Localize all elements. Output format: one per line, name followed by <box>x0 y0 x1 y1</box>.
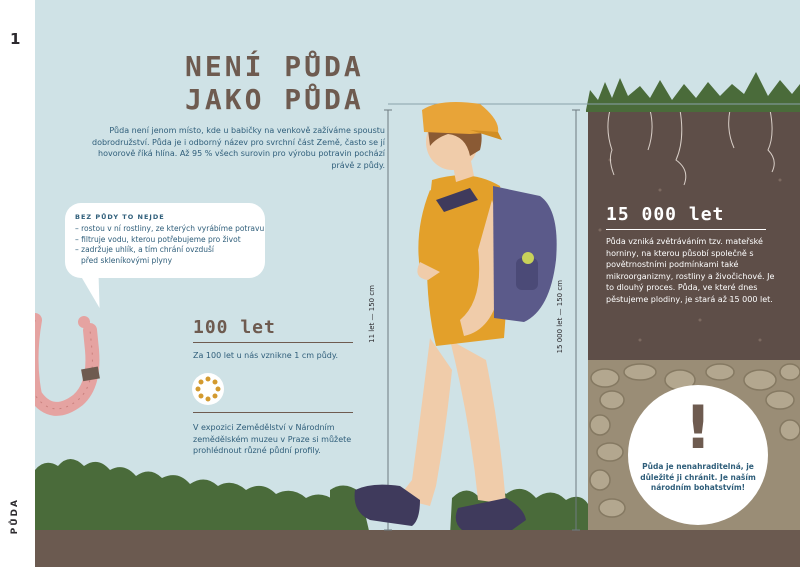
measure-label-short: 11 let — 150 cm <box>368 285 376 343</box>
museum-text: V expozici Zemědělství v Národním zemědělském muzeu v Praze si můžete prohlédnout různé půdní profily. <box>193 423 352 455</box>
section-label: PŮDA <box>10 498 20 535</box>
fifteen-thousand-years-heading: 15 000 let <box>606 204 725 225</box>
divider <box>193 342 353 343</box>
hundred-years-text: Za 100 let u nás vznikne 1 cm půdy. <box>193 351 338 360</box>
page-sidebar <box>0 0 35 567</box>
hundred-years-heading: 100 let <box>193 317 276 338</box>
measure-label-long: 15 000 let — 150 cm <box>556 280 564 354</box>
bubble-item: – zadržuje uhlík, a tím chrání ovzduší <box>75 245 215 254</box>
page-title <box>185 50 364 116</box>
bubble-list <box>75 224 265 266</box>
bubble-item: – filtruje vodu, kterou potřebujeme pro život <box>75 234 241 244</box>
bubble-item: před skleníkovými plyny <box>81 255 173 265</box>
title-line-2: JAKO PŮDA <box>185 83 364 116</box>
ground-strip <box>35 530 800 567</box>
earthworm <box>32 316 100 409</box>
warning-text: Půda je nenahraditelná, je důležité ji chránit. Je naším národním bohatstvím! <box>640 462 756 492</box>
bubble-heading: BEZ PŮDY TO NEJDE <box>75 213 165 221</box>
divider <box>606 229 766 230</box>
exclamation-icon: ! <box>684 393 712 463</box>
grass-top <box>586 72 800 112</box>
page-number: 1 <box>10 30 21 48</box>
bubble-item: – rostou v ní rostliny, ze kterých vyrábíme potravu <box>75 224 265 233</box>
title-line-1: NENÍ PŮDA <box>185 50 364 83</box>
divider <box>193 412 353 413</box>
intro-paragraph: Půda není jenom místo, kde u babičky na venkově zažíváme spoustu dobrodružství. Půda je i odborný název pro svrchní část Země, často se jí hovorově říká hlína. Až 95 % všech surovin pro výrobu potravin pochází právě z půdy. <box>91 126 385 170</box>
fifteen-thousand-years-text: Půda vzniká zvětráváním tzv. mateřské horniny, na kterou působí společně s povětrnostními podmínkami také mikroorganizmy, rostliny a živočichové. Je to dlouhý proces. Půda, ve které dnes pěstujeme plodiny, je stará až 15 000 let. <box>606 237 775 304</box>
museum-logo-icon <box>192 373 224 405</box>
